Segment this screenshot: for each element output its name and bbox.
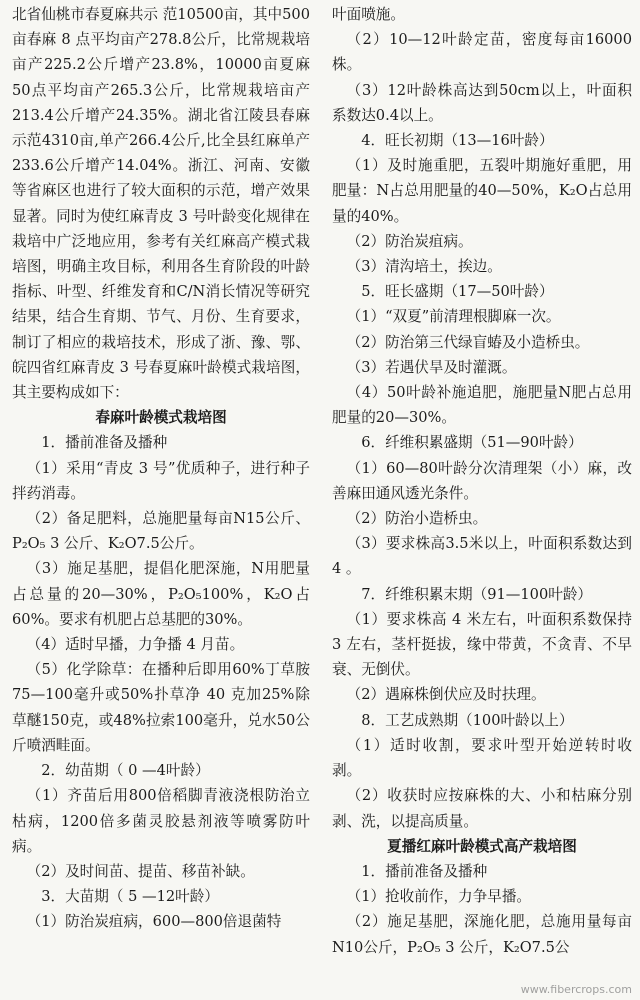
- item-8-2: （2）收获时应按麻株的大、小和枯麻分别剥、洗，以提高质量。: [332, 787, 632, 830]
- item-5-3: （3）若遇伏旱及时灌溉。: [346, 358, 517, 376]
- item-8-1: （1）适时收割，要求叶型开始逆转时收剥。: [332, 736, 632, 780]
- section-heading-4: 4．旺长初期（13—16叶龄）: [361, 132, 554, 150]
- item-6-2: （2）防治小造桥虫。: [346, 510, 488, 528]
- summer-hemp-heading: 夏播红麻叶龄模式高产栽培图: [387, 837, 577, 855]
- item-1-3: （3）施足基肥，提倡化肥深施，N用肥量占总量的20—30%，P₂O₅100%，K₂O占60%。要求有机肥占总基肥的30%。: [12, 560, 310, 628]
- watermark-text: www.fibercrops.com: [520, 983, 632, 996]
- left-column: [12, 2, 310, 935]
- item-1-5: （5）化学除草：在播种后即用60%丁草胺75—100毫升或50%扑草净 40 克加25%除草醚150克，或48%拉索100毫升，兑水50公斤喷洒畦面。: [12, 661, 310, 754]
- right-column: [332, 2, 632, 960]
- item-5-2: （2）防治第三代绿盲蝽及小造桥虫。: [346, 333, 590, 351]
- item-6-1: （1）60—80叶龄分次清理架（小）麻，改善麻田通风透光条件。: [332, 459, 632, 502]
- spring-hemp-heading: 春麻叶龄模式栽培图: [95, 409, 227, 427]
- section-heading-3: 3．大苗期（ 5 —12叶龄）: [41, 888, 219, 906]
- section-heading-1: 1．播前准备及播种: [41, 434, 168, 452]
- section-heading-7: 7．纤维积累末期（91—100叶龄）: [361, 585, 593, 603]
- item-1-1: （1）采用“青皮 3 号”优质种子，进行种子拌药消毒。: [12, 459, 310, 502]
- section-heading-8: 8．工艺成熟期（100叶龄以上）: [361, 711, 574, 729]
- item-7-2: （2）遇麻株倒伏应及时扶理。: [346, 686, 546, 704]
- item-4-2: （2）防治炭疽病。: [346, 232, 473, 250]
- item-5-4: （4）50叶龄补施追肥，施肥量N肥占总用肥量的20—30%。: [332, 384, 632, 427]
- section-heading-6: 6．纤维积累盛期（51—90叶龄）: [361, 434, 583, 452]
- item-1-2: （2）备足肥料，总施肥量每亩N15公斤、P₂O₅ 3 公斤、K₂O7.5公斤。: [12, 510, 310, 553]
- section-heading-2: 2．幼苗期（ 0 —4叶龄）: [41, 762, 210, 780]
- summer-section-heading-1: 1．播前准备及播种: [361, 862, 488, 880]
- item-7-1: （1）要求株高 4 米左右，叶面积系数保持 3 左右，茎杆挺拔，缘中带黄，不贪青、不早衰、无倒伏。: [332, 610, 632, 679]
- item-3-2: （2）10—12叶龄定苗，密度每亩16000株。: [332, 31, 632, 74]
- item-3-3: （3）12叶龄株高达到50cm以上，叶面积系数达0.4以上。: [332, 81, 632, 124]
- item-4-3: （3）清沟培土，挨边。: [346, 258, 502, 276]
- item-4-1: （1）及时施重肥，五裂叶期施好重肥，用肥量：N占总用肥量的40—50%，K₂O占总用量的40%。: [332, 157, 632, 225]
- item-3-1-cont: 叶面喷施。: [332, 6, 405, 23]
- section-heading-5: 5．旺长盛期（17—50叶龄）: [361, 283, 554, 301]
- item-6-3: （3）要求株高3.5米以上，叶面积系数达到 4 。: [332, 535, 632, 578]
- item-1-4: （4）适时早播，力争播 4 月苗。: [26, 636, 245, 654]
- intro-paragraph: 北省仙桃市春夏麻共示 范10500亩，其中500亩春麻 8 点平均亩产278.8公斤，比常规栽培亩产225.2公斤增产23.8%，10000亩夏麻50点平均亩产265.3公斤，比常规栽培亩产213.4公斤增产24.35%。湖北省江陵县春麻示范4310亩,单产266.4公斤,比全县红麻单产233.6公斤增产14.04%。浙江、河南、安徽等省麻区也进行了较大面积的示范，增产效果显著。同时为使红麻青皮 3 号叶龄变化规律在栽培中广泛地应用，参考有关红麻高产模式栽培图，明确主攻目标，利用各生育阶段的叶龄指标、叶型、纤维发育和C/N消长情况等研究结果，结合生育期、节气、月份、生育要求，制订了相应的栽培技术，形成了浙、豫、鄂、皖四省红麻青皮 3 号春夏麻叶龄模式栽培图，其主要构成如下：: [12, 6, 310, 402]
- summer-item-1-2: （2）施足基肥，深施化肥，总施用量每亩N10公斤，P₂O₅ 3 公斤，K₂O7.5公: [332, 913, 632, 956]
- summer-item-1-1: （1）抢收前作，力争早播。: [346, 888, 532, 906]
- item-5-1: （1）“双夏”前清理根脚麻一次。: [346, 308, 561, 326]
- item-2-1: （1）齐苗后用800倍稻脚青液浇根防治立枯病，1200倍多菌灵胶悬剂液等喷雾防叶病。: [12, 787, 310, 855]
- item-3-1: （1）防治炭疽病，600—800倍退菌特: [26, 913, 282, 931]
- item-2-2: （2）及时间苗、提苗、移苗补缺。: [26, 862, 255, 880]
